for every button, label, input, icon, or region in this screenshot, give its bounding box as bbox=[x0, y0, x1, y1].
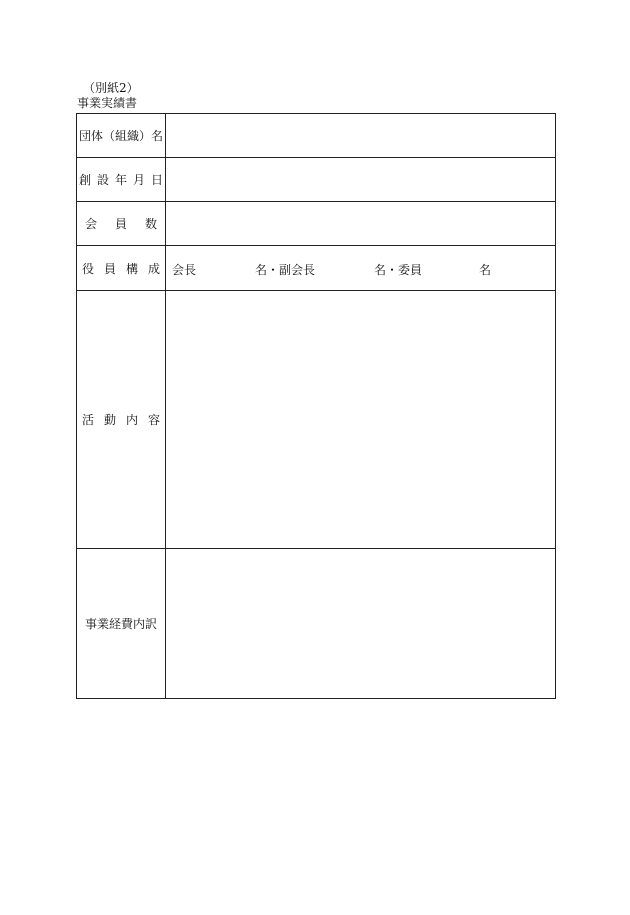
expense-breakdown-row bbox=[77, 549, 556, 699]
organization-name-label: 団体（組織）名 bbox=[78, 129, 163, 143]
activity-content-label: 活動内容 bbox=[81, 413, 170, 427]
member-count-row bbox=[77, 202, 556, 246]
organization-name-label-cell bbox=[77, 114, 166, 158]
expense-breakdown-label: 事業経費内訳 bbox=[84, 617, 157, 631]
member-count-label-cell bbox=[77, 202, 175, 246]
expense-breakdown-field[interactable] bbox=[166, 549, 556, 699]
activity-content-field[interactable] bbox=[166, 291, 556, 549]
founding-date-label: 創設年月日 bbox=[78, 173, 169, 187]
officer-structure-label: 役員構成 bbox=[81, 261, 170, 276]
officer-structure-field[interactable] bbox=[166, 246, 556, 291]
founding-date-label-cell bbox=[77, 158, 169, 202]
activity-content-label-cell bbox=[77, 291, 170, 549]
member-count-label: 会員数 bbox=[84, 217, 175, 231]
chair-label: 会長 bbox=[172, 263, 197, 277]
chair-count-unit: 名・副会長 bbox=[255, 263, 316, 277]
organization-name-field[interactable] bbox=[166, 114, 556, 158]
business-report-form bbox=[76, 113, 556, 699]
attachment-label: （別紙2） bbox=[83, 81, 139, 95]
officer-breakdown bbox=[166, 246, 555, 290]
member-count-unit: 名 bbox=[479, 263, 492, 277]
document-title: 事業実績書 bbox=[77, 96, 138, 110]
founding-date-field[interactable] bbox=[166, 158, 556, 202]
activity-content-row bbox=[77, 291, 556, 549]
organization-name-row bbox=[77, 114, 556, 158]
officer-structure-row bbox=[77, 246, 556, 291]
founding-date-row bbox=[77, 158, 556, 202]
member-count-field[interactable] bbox=[166, 202, 556, 246]
expense-breakdown-label-cell bbox=[77, 549, 166, 699]
officer-structure-label-cell bbox=[77, 246, 170, 291]
vice-chair-count-unit: 名・委員 bbox=[374, 263, 423, 277]
